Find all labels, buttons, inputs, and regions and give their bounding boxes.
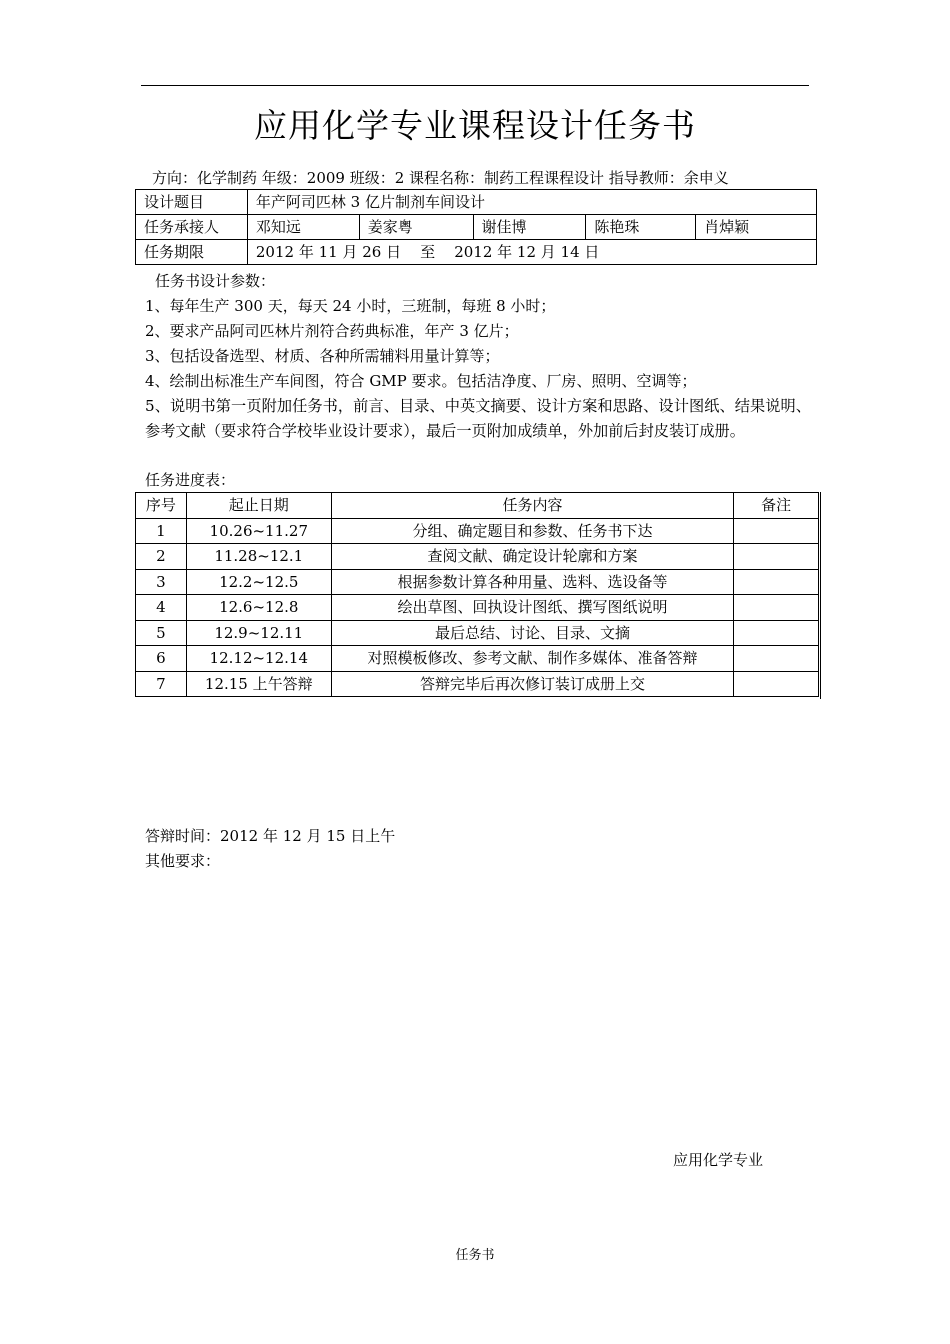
row-note — [734, 569, 819, 595]
table-row — [136, 671, 819, 697]
page-title: 应用化学专业课程设计任务书 — [254, 106, 696, 145]
parameter-item: 5、说明书第一页附加任务书，前言、目录、中英文摘要、设计方案和思路、设计图纸、结果说明、参考文献（要求符合学校毕业设计要求），最后一页附加成绩单，外加前后封皮装订成册。 — [145, 397, 811, 440]
period-label: 任务期限 — [136, 240, 248, 265]
row-number: 3 — [136, 569, 187, 595]
assignee-name: 肖焯颖 — [696, 215, 817, 240]
row-date: 11.28~12.1 — [186, 544, 331, 570]
row-number: 1 — [136, 518, 187, 544]
parameter-item: 4、绘制出标准生产车间图，符合 GMP 要求。包括洁净度、厂房、照明、空调等； — [145, 372, 697, 390]
table-header-row — [136, 493, 819, 519]
row-note — [734, 544, 819, 570]
department-signature: 应用化学专业 — [673, 1151, 764, 1169]
assignee-name: 陈艳珠 — [586, 215, 696, 240]
parameter-item: 3、包括设备选型、材质、各种所需辅料用量计算等； — [145, 347, 500, 365]
row-content: 根据参数计算各种用量、选料、选设备等 — [331, 569, 734, 595]
row-content: 最后总结、讨论、目录、文摘 — [331, 620, 734, 646]
row-date: 12.2~12.5 — [186, 569, 331, 595]
row-note — [734, 518, 819, 544]
table-row — [136, 215, 817, 240]
progress-table — [135, 492, 819, 697]
column-header: 起止日期 — [186, 493, 331, 519]
row-number: 6 — [136, 646, 187, 672]
row-note — [734, 620, 819, 646]
column-header: 序号 — [136, 493, 187, 519]
assignee-name: 谢佳博 — [473, 215, 586, 240]
assignees-label: 任务承接人 — [136, 215, 248, 240]
column-header: 任务内容 — [331, 493, 734, 519]
assignee-name: 邓知远 — [247, 215, 359, 240]
design-info-table — [135, 189, 817, 265]
table-edge-rule — [820, 492, 821, 699]
assignee-name: 姜家粤 — [359, 215, 473, 240]
parameter-item: 2、要求产品阿司匹林片剂符合药典标准，年产 3 亿片； — [145, 322, 519, 340]
progress-heading: 任务进度表： — [145, 471, 236, 489]
row-content: 绘出草图、回执设计图纸、撰写图纸说明 — [331, 595, 734, 621]
column-header: 备注 — [734, 493, 819, 519]
header-rule — [141, 85, 809, 86]
row-note — [734, 595, 819, 621]
page-footer: 任务书 — [455, 1248, 495, 1263]
row-content: 查阅文献、确定设计轮廓和方案 — [331, 544, 734, 570]
parameters-heading: 任务书设计参数： — [155, 272, 276, 290]
row-content: 分组、确定题目和参数、任务书下达 — [331, 518, 734, 544]
table-row — [136, 646, 819, 672]
row-date: 12.12~12.14 — [186, 646, 331, 672]
table-row — [136, 544, 819, 570]
table-row — [136, 569, 819, 595]
row-content: 对照模板修改、参考文献、制作多媒体、准备答辩 — [331, 646, 734, 672]
table-row — [136, 595, 819, 621]
row-date: 10.26~11.27 — [186, 518, 331, 544]
row-number: 2 — [136, 544, 187, 570]
row-number: 7 — [136, 671, 187, 697]
row-content: 答辩完毕后再次修订装订成册上交 — [331, 671, 734, 697]
table-row — [136, 190, 817, 215]
table-row — [136, 240, 817, 265]
course-meta-line: 方向：化学制药 年级：2009 班级：2 课程名称：制药工程课程设计 指导教师：余申义 — [152, 169, 729, 187]
parameter-item: 1、每年生产 300 天，每天 24 小时，三班制，每班 8 小时； — [145, 297, 556, 315]
row-number: 5 — [136, 620, 187, 646]
defense-time: 答辩时间：2012 年 12 月 15 日上午 — [145, 827, 396, 845]
other-requirements: 其他要求： — [145, 852, 221, 870]
table-row — [136, 620, 819, 646]
period-value: 2012 年 11 月 26 日 至 2012 年 12 月 14 日 — [247, 240, 816, 265]
topic-label: 设计题目 — [136, 190, 248, 215]
table-row — [136, 518, 819, 544]
row-date: 12.6~12.8 — [186, 595, 331, 621]
row-date: 12.15 上午答辩 — [186, 671, 331, 697]
row-date: 12.9~12.11 — [186, 620, 331, 646]
row-number: 4 — [136, 595, 187, 621]
topic-value: 年产阿司匹林 3 亿片制剂车间设计 — [247, 190, 816, 215]
row-note — [734, 671, 819, 697]
row-note — [734, 646, 819, 672]
